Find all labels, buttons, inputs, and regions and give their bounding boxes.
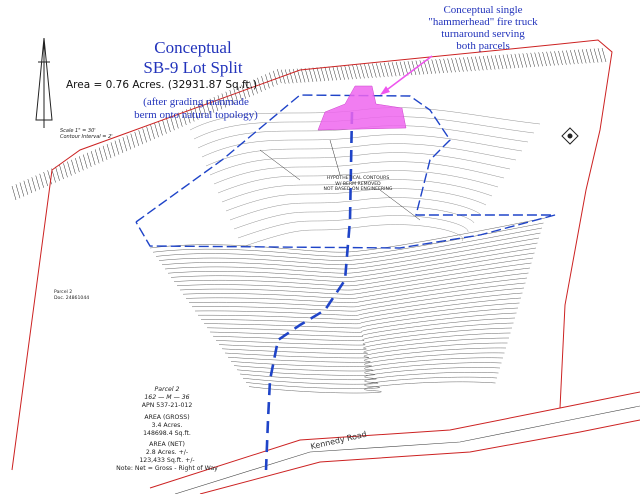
berm-hatch-line xyxy=(71,160,75,174)
berm-hatch-line xyxy=(20,183,24,197)
contour-line xyxy=(234,207,474,229)
berm-hatch-line xyxy=(448,58,452,72)
berm-hatch-line xyxy=(131,134,135,148)
title-line-1: Conceptual xyxy=(154,38,232,57)
turnaround-callout xyxy=(398,4,568,52)
berm-hatch-line xyxy=(475,57,479,71)
berm-hatch-line xyxy=(345,65,349,79)
berm-hatch-line xyxy=(566,50,570,64)
berm-hatch-line xyxy=(289,69,293,83)
berm-hatch-line xyxy=(515,54,519,68)
berm-hatch-line xyxy=(519,54,523,68)
split-line xyxy=(266,112,352,470)
berm-hatch-line xyxy=(586,49,590,63)
berm-hatch-line xyxy=(341,66,345,80)
callout-line-2: "hammerhead" fire truck xyxy=(428,16,538,28)
berm-hatch-line xyxy=(12,186,16,200)
berm-hatch-line xyxy=(301,68,305,82)
parcel-line-2: 162 — M — 36 xyxy=(144,394,190,401)
berm-hatch-line xyxy=(91,151,95,165)
berm-hatch-line xyxy=(135,132,139,146)
berm-hatch-line xyxy=(75,158,79,172)
monument-icon xyxy=(562,128,578,144)
berm-hatch-line xyxy=(499,55,503,69)
berm-hatch-line xyxy=(594,49,598,63)
road-label: Kennedy Road xyxy=(309,429,368,452)
berm-hatch-line xyxy=(495,55,499,69)
parcel-left-line-1: Parcel 2 xyxy=(54,290,73,295)
berm-hatch-line xyxy=(440,59,444,73)
parcel-left-label xyxy=(54,290,89,301)
berm-hatch-line xyxy=(428,60,432,74)
berm-hatch-line xyxy=(79,156,83,170)
berm-hatch-line xyxy=(562,51,566,65)
berm-hatch-line xyxy=(531,53,535,67)
contour-line xyxy=(249,382,496,393)
berm-hatch-line xyxy=(392,62,396,76)
hammerhead-turnaround xyxy=(318,86,406,130)
berm-hatch-line xyxy=(353,65,357,79)
berm-hatch-line xyxy=(523,53,527,67)
berm-hatch-line xyxy=(147,127,151,141)
berm-hatch-line xyxy=(119,139,123,153)
berm-hatch-line xyxy=(590,49,594,63)
berm-hatch-line xyxy=(404,61,408,75)
berm-hatch-line xyxy=(471,57,475,71)
berm-hatch-line xyxy=(309,68,313,82)
berm-hatch-line xyxy=(487,56,491,70)
berm-hatch-line xyxy=(452,58,456,72)
berm-hatch-line xyxy=(333,66,337,80)
berm-hatch-line xyxy=(40,174,44,188)
berm-hatch-line xyxy=(503,55,507,69)
berm-hatch-line xyxy=(107,144,111,158)
berm-hatch-line xyxy=(511,54,515,68)
berm-hatch-line xyxy=(384,63,388,77)
berm-hatch-line xyxy=(467,57,471,71)
berm-hatch-line xyxy=(582,49,586,63)
contour-line xyxy=(210,318,515,337)
berm-hatch-line xyxy=(95,149,99,163)
berm-hatch-line xyxy=(44,172,48,186)
berm-hatch-line xyxy=(325,67,329,81)
berm-hatch-line xyxy=(368,64,372,78)
berm-hatch-line xyxy=(24,181,28,195)
berm-hatch-line xyxy=(543,52,547,66)
contour-line xyxy=(192,288,524,311)
berm-hatch-line xyxy=(444,59,448,73)
berm-hatch-line xyxy=(87,153,91,167)
berm-hatch-line xyxy=(574,50,578,64)
berm-hatch-line xyxy=(305,68,309,82)
scale-line-1: Scale 1" = 30' xyxy=(60,128,96,134)
contour-note-line-1: HYPOTHETICAL CONTOURS xyxy=(326,176,390,181)
berm-hatch-line xyxy=(63,163,67,177)
berm-hatch-line xyxy=(127,135,131,149)
grading-note-line-2: berm onto natural topology) xyxy=(134,109,258,121)
scale-line-2: Contour Interval = 2' xyxy=(60,134,113,140)
contour-line xyxy=(195,293,523,315)
berm-hatch-line xyxy=(360,64,364,78)
berm-hatch-line xyxy=(60,165,64,179)
road-edge-dark xyxy=(175,406,640,494)
berm-hatch-line xyxy=(16,184,20,198)
berm-hatch-line xyxy=(483,56,487,70)
berm-hatch-line xyxy=(558,51,562,65)
contour-line xyxy=(204,308,518,328)
berm-hatch-line xyxy=(372,64,376,78)
berm-hatch-line xyxy=(364,64,368,78)
berm-hatch-line xyxy=(337,66,341,80)
road-boundary-upper xyxy=(150,392,640,488)
berm-hatch-line xyxy=(376,63,380,77)
contour-line xyxy=(198,298,521,320)
parcel-left-line-2: Doc. 24861044 xyxy=(54,295,90,301)
berm-hatch-line xyxy=(459,58,463,72)
road-boundary-lower xyxy=(200,420,640,494)
berm-hatch-line xyxy=(491,56,495,70)
parcel-line-6: 148698.4 Sq.ft. xyxy=(143,430,191,437)
contour-line xyxy=(174,258,533,286)
parcel-line-1: Parcel 2 xyxy=(154,386,180,393)
contour-line xyxy=(238,216,468,238)
berm-hatch-line xyxy=(602,48,606,62)
contour-line xyxy=(186,278,527,303)
berm-hatch-line xyxy=(547,52,551,66)
berm-hatch-line xyxy=(83,155,87,169)
north-arrow-icon xyxy=(36,38,52,128)
berm-hatch-line xyxy=(329,67,333,81)
berm-hatch-line xyxy=(527,53,531,67)
contour-note xyxy=(318,176,398,193)
parcel-line-4: AREA (GROSS) xyxy=(144,414,190,421)
berm-hatch-line xyxy=(396,62,400,76)
contour-line xyxy=(213,323,514,341)
berm-hatch-line xyxy=(380,63,384,77)
berm-hatch-line xyxy=(578,50,582,64)
berm-hatch-line xyxy=(539,52,543,66)
berm-hatch-line xyxy=(36,176,40,190)
berm-hatch-line xyxy=(388,62,392,76)
berm-hatch-line xyxy=(32,177,36,191)
berm-hatch-line xyxy=(99,148,103,162)
berm-hatch-line xyxy=(28,179,32,193)
scale-note xyxy=(60,128,113,140)
berm-hatch-line xyxy=(455,58,459,72)
contour-line xyxy=(222,338,509,354)
contour-note-line-2: W/ BERM REMOVED xyxy=(335,181,381,187)
berm-hatch-line xyxy=(554,51,558,65)
berm-hatch-line xyxy=(570,50,574,64)
parcel-line-7: AREA (NET) xyxy=(149,441,185,448)
parcel-line-10: Note: Net = Gross - Right of Way xyxy=(116,465,218,472)
parcel-line-8: 2.8 Acres. +/- xyxy=(145,449,189,456)
area-text: Area = 0.76 Acres. (32931.87 Sq.ft.) xyxy=(66,79,258,91)
berm-hatch-line xyxy=(349,65,353,79)
berm-hatch-line xyxy=(313,68,317,82)
berm-hatch-line xyxy=(321,67,325,81)
berm-hatch-line xyxy=(535,53,539,67)
berm-hatch-line xyxy=(463,57,467,71)
berm-hatch-line xyxy=(400,62,404,76)
contour-note-line-3: NOT BASED ON ENGINEERING xyxy=(323,187,393,192)
berm-hatch-line xyxy=(317,67,321,81)
berm-hatch-line xyxy=(551,51,555,65)
berm-hatch-line xyxy=(436,59,440,73)
grading-note-line-1: (after grading manmade xyxy=(143,96,249,108)
berm-hatch-line xyxy=(479,56,483,70)
berm-hatch-line xyxy=(115,141,119,155)
berm-hatch-line xyxy=(598,48,602,62)
parcel-line-3: APN 537-21-012 xyxy=(141,402,193,409)
callout-line-3: turnaround serving xyxy=(441,28,525,40)
berm-hatch-line xyxy=(432,60,436,74)
parcel-line-9: 123,433 Sq.ft. +/- xyxy=(139,457,195,464)
contour-line xyxy=(189,283,526,307)
berm-hatch-line xyxy=(111,142,115,156)
berm-hatch-line xyxy=(159,121,163,135)
berm-hatch-line xyxy=(103,146,107,160)
contour-line xyxy=(230,198,480,220)
berm-hatch-line xyxy=(151,125,155,139)
callout-line-4: both parcels xyxy=(456,40,510,52)
berm-hatch-line xyxy=(155,123,159,137)
contour-line xyxy=(219,333,511,349)
berm-hatch-line xyxy=(143,128,147,142)
contour-line xyxy=(225,343,508,358)
callout-line-1: Conceptual single xyxy=(443,4,523,16)
berm-hatch-line xyxy=(67,162,71,176)
parcel-line-5: 3.4 Acres. xyxy=(151,422,183,429)
berm-hatch-line xyxy=(56,167,60,181)
title-line-2: SB-9 Lot Split xyxy=(143,58,243,77)
berm-hatch-line xyxy=(356,65,360,79)
berm-hatch-line xyxy=(139,130,143,144)
parcel-info-block xyxy=(112,386,222,473)
berm-hatch-line xyxy=(507,54,511,68)
berm-hatch-line xyxy=(123,137,127,151)
